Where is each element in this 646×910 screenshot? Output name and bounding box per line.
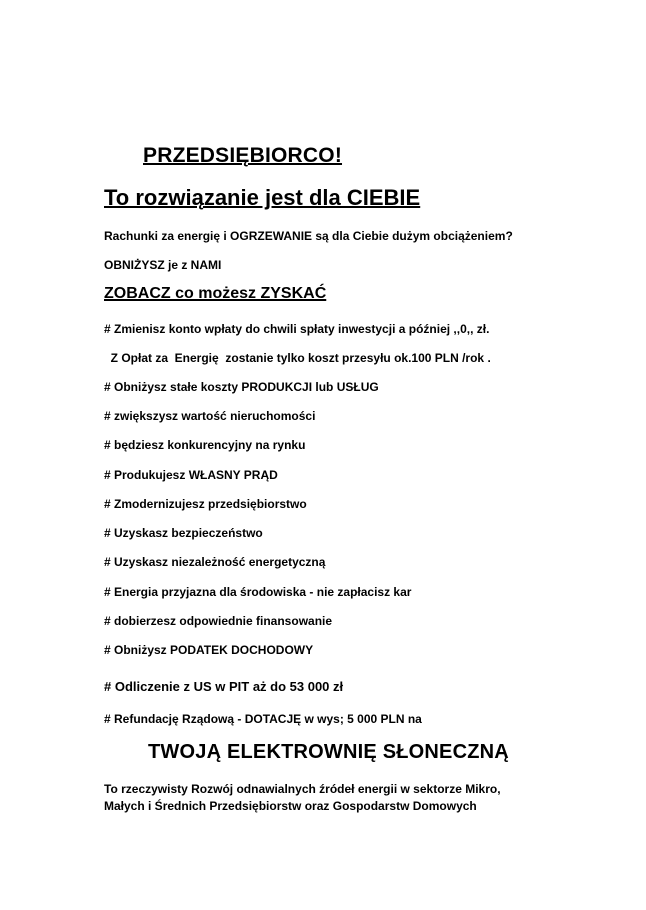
- section-title: ZOBACZ co możesz ZYSKAĆ: [104, 285, 327, 302]
- benefit-item: # Energia przyjazna dla środowiska - nie zapłacisz kar: [104, 585, 412, 599]
- benefit-item: # Obniżysz stałe koszty PRODUKCJI lub USŁUG: [104, 380, 379, 394]
- benefit-item: # Refundację Rządową - DOTACJĘ w wys; 5 000 PLN na: [104, 712, 422, 726]
- benefit-item: # Odliczenie z US w PIT aż do 53 000 zł: [104, 679, 344, 694]
- benefit-item: # Uzyskasz niezależność energetyczną: [104, 555, 326, 569]
- closing-paragraph-line: Małych i Średnich Przedsiębiorstw oraz Gospodarstw Domowych: [104, 799, 477, 813]
- benefit-item: Z Opłat za Energię zostanie tylko koszt przesyłu ok.100 PLN /rok .: [104, 351, 491, 365]
- closing-paragraph-line: To rzeczywisty Rozwój odnawialnych źródeł energii w sektorze Mikro,: [104, 782, 501, 796]
- intro-line: Rachunki za energię i OGRZEWANIE są dla Ciebie dużym obciążeniem?: [104, 229, 513, 243]
- benefit-item: # Zmienisz konto wpłaty do chwili spłaty inwestycji a później ,,0,, zł.: [104, 322, 490, 336]
- benefit-item: # Produkujesz WŁASNY PRĄD: [104, 468, 278, 482]
- benefit-item: # dobierzesz odpowiednie finansowanie: [104, 614, 333, 628]
- closing-heading: TWOJĄ ELEKTROWNIĘ SŁONECZNĄ: [148, 741, 509, 763]
- benefit-item: # Uzyskasz bezpieczeństwo: [104, 526, 263, 540]
- benefit-item: # zwiększysz wartość nieruchomości: [104, 409, 316, 423]
- cta-line: OBNIŻYSZ je z NAMI: [104, 258, 222, 272]
- benefit-item: # Zmodernizujesz przedsiębiorstwo: [104, 497, 307, 511]
- page-heading: PRZEDSIĘBIORCO!: [143, 144, 343, 167]
- closing-paragraph: [104, 781, 604, 815]
- page-subheading: To rozwiązanie jest dla CIEBIE: [104, 185, 421, 210]
- benefit-item: # Obniżysz PODATEK DOCHODOWY: [104, 643, 314, 657]
- benefit-item: # będziesz konkurencyjny na rynku: [104, 438, 306, 452]
